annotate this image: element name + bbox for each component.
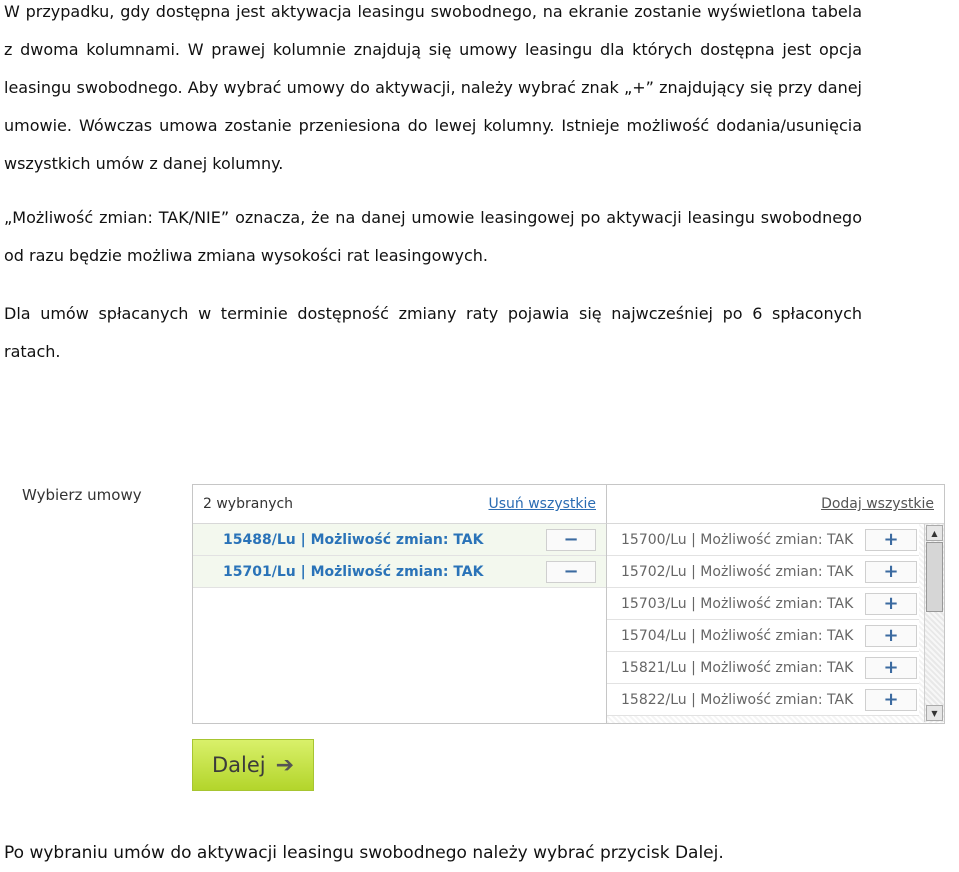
available-list-scrollbar[interactable] (924, 524, 944, 722)
available-contract-label: 15704/Lu | Możliwość zmian: TAK (621, 627, 854, 644)
available-contract-row (607, 556, 919, 588)
selected-contract-label: 15488/Lu | Możliwość zmian: TAK (223, 531, 484, 548)
next-button[interactable] (192, 739, 314, 791)
scroll-thumb[interactable] (926, 542, 943, 612)
available-contract-row (607, 588, 919, 620)
next-button-label: Dalej (211, 753, 266, 777)
add-contract-button[interactable]: + (865, 657, 917, 679)
selected-contracts-list (193, 523, 607, 723)
selected-column-header (193, 485, 607, 523)
available-contract-label: 15703/Lu | Możliwość zmian: TAK (621, 595, 854, 612)
available-contract-label: 15702/Lu | Możliwość zmian: TAK (621, 563, 854, 580)
available-contract-row (607, 652, 919, 684)
available-contracts-list (607, 523, 944, 723)
intro-paragraph: W przypadku, gdy dostępna jest aktywacja leasingu swobodnego, na ekranie zostanie wyświetlona tabela z dwoma kolumnami. W prawej kolumnie znajdują się umowy leasingu dla których dostępna jest opcja leasingu swobodnego. Aby wybrać umowy do aktywacji, należy wybrać znak „+” znajdujący się przy danej umowie. Wówczas umowa zostanie przeniesiona do lewej kolumny. Istnieje możliwość dodania/usunięcia wszystkich umów z danej kolumny. (4, 2, 862, 173)
selected-contract-label: 15701/Lu | Możliwość zmian: TAK (223, 563, 484, 580)
closing-paragraph: Po wybraniu umów do aktywacji leasingu swobodnego należy wybrać przycisk Dalej. (4, 843, 724, 863)
remove-contract-button[interactable]: − (546, 561, 596, 583)
available-contract-row (607, 684, 919, 716)
selected-contract-row (193, 524, 606, 556)
selected-count: 2 wybranych (203, 496, 294, 512)
add-contract-button[interactable]: + (865, 529, 917, 551)
add-contract-button[interactable]: + (865, 625, 917, 647)
available-contract-row (607, 620, 919, 652)
add-all-link[interactable]: Dodaj wszystkie (821, 496, 934, 512)
remove-all-link[interactable]: Usuń wszystkie (488, 496, 596, 512)
available-contract-label: 15700/Lu | Możliwość zmian: TAK (621, 531, 854, 548)
scroll-down-arrow-icon[interactable]: ▼ (926, 705, 943, 721)
installment-paragraph: Dla umów spłacanych w terminie dostępność zmiany raty pojawia się najwcześniej po 6 spłaconych ratach. (4, 304, 862, 361)
selected-contract-row (193, 556, 606, 588)
scroll-up-arrow-icon[interactable]: ▲ (926, 525, 943, 541)
add-contract-button[interactable]: + (865, 561, 917, 583)
available-contract-label: 15822/Lu | Możliwość zmian: TAK (621, 691, 854, 708)
available-column-header (607, 485, 944, 523)
change-option-paragraph: „Możliwość zmian: TAK/NIE” oznacza, że na danej umowie leasingowej po aktywacji leasingu swobodnego od razu będzie możliwa zmiana wysokości rat leasingowych. (4, 208, 862, 265)
contract-selector (192, 484, 945, 724)
select-contracts-label: Wybierz umowy (22, 486, 142, 504)
remove-contract-button[interactable]: − (546, 529, 596, 551)
add-contract-button[interactable]: + (865, 689, 917, 711)
arrow-right-icon: ➔ (275, 752, 295, 778)
available-contract-row (607, 524, 919, 556)
available-contract-label: 15821/Lu | Możliwość zmian: TAK (621, 659, 854, 676)
add-contract-button[interactable]: + (865, 593, 917, 615)
